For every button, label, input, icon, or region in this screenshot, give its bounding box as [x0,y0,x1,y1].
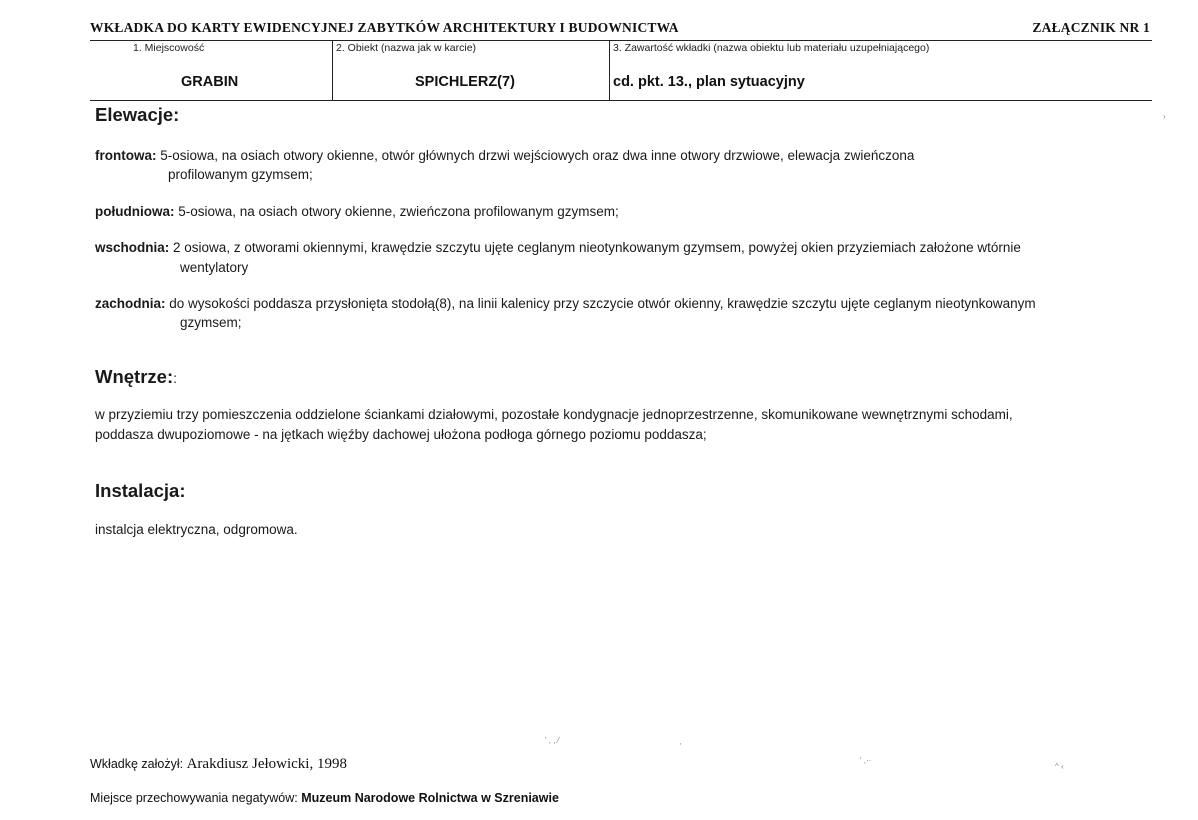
east-text: 2 osiowa, z otworami okiennymi, krawędzie szczytu ujęte ceglanym nieotynkowanym gzymsem, powyżej okien przyziemiach założone wtórnie [173,240,1021,255]
object-value: SPICHLERZ(7) [415,74,515,90]
east-label: wschodnia: [95,240,170,255]
scan-speck: ' , , ⁄ [545,736,559,745]
field-divider-1 [332,40,333,100]
interior-text-line2: poddasza dwupoziomowe - na jętkach więźby dachowej ułożona podłoga górnego poziomu poddasza; [95,427,707,442]
annex-label: ZAŁĄCZNIK NR 1 [1032,20,1150,35]
content-label: 3. Zawartość wkładki (nazwa obiektu lub materiału uzupełniającego) [613,42,930,54]
elevation-west [95,294,1036,314]
document-title: WKŁADKA DO KARTY EWIDENCYJNEJ ZABYTKÓW ARCHITEKTURY I BUDOWNICTWA [90,20,679,35]
scan-speck: › [1163,112,1166,121]
installation-text: instalcja elektryczna, odgromowa. [95,522,298,537]
scan-speck: ^ ‹ [1055,762,1064,771]
locality-label: 1. Miejscowość [133,42,205,54]
header-rule-top [90,40,1152,41]
front-text-continued: profilowanym gzymsem; [168,167,313,182]
elevation-front [95,146,914,166]
interior-heading-wrap [95,366,177,388]
south-label: południowa: [95,204,175,219]
scan-speck: ' ,·· [860,756,872,765]
field-divider-2 [609,40,610,100]
south-text: 5-osiowa, na osiach otwory okienne, zwieńczona profilowanym gzymsem; [178,204,619,219]
west-text: do wysokości poddasza przysłonięta stodołą(8), na linii kalenicy przy szczycie otwór okienny, krawędzie szczytu ujęte ceglanym nieotynkowanym [169,296,1036,311]
content-value: cd. pkt. 13., plan sytuacyjny [613,74,805,90]
author-label: Wkładkę założył: [90,757,184,771]
front-label: frontowa: [95,148,157,163]
footer-storage [90,791,559,805]
west-text-continued: gzymsem; [180,315,242,330]
elevation-east [95,238,1021,258]
footer-author [90,756,347,773]
header-rule-bottom [90,100,1152,101]
scan-speck: ' [680,742,682,751]
interior-heading-suffix: : [173,370,178,386]
west-label: zachodnia: [95,296,166,311]
elevations-heading: Elewacje: [95,104,180,125]
interior-heading: Wnętrze: [95,366,174,387]
storage-label: Miejsce przechowywania negatywów: [90,791,298,805]
installation-heading: Instalacja: [95,480,186,501]
east-text-continued: wentylatory [180,260,249,275]
storage-value: Muzeum Narodowe Rolnictwa w Szreniawie [301,791,559,805]
author-value: Arakdiusz Jełowicki, 1998 [186,756,347,772]
front-text: 5-osiowa, na osiach otwory okienne, otwór głównych drzwi wejściowych oraz dwa inne otwory drzwiowe, elewacja zwieńczona [160,148,915,163]
locality-value: GRABIN [181,74,239,90]
object-label: 2. Obiekt (nazwa jak w karcie) [336,42,477,54]
interior-text-line1: w przyziemiu trzy pomieszczenia oddzielone ściankami działowymi, pozostałe kondygnacje jednoprzestrzenne, skomunikowane wewnętrznymi schodami, [95,407,1013,422]
elevation-south [95,202,619,222]
